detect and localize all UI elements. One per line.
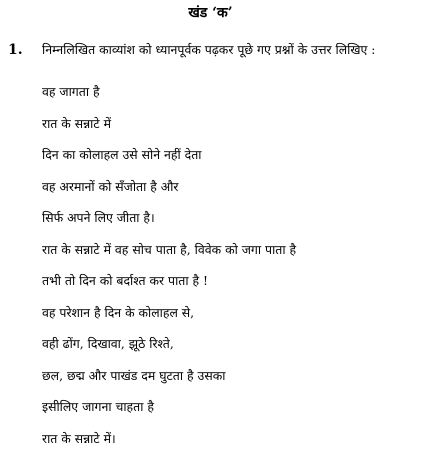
poem-line: रात के सन्नाटे में वह सोच पाता है, विवेक को जगा पाता है [42, 241, 297, 257]
poem-line: दिन का कोलाहल उसे सोने नहीं देता [42, 147, 202, 162]
question-instruction: निम्नलिखित काव्यांश को ध्यानपूर्वक पढ़कर पूछे गए प्रश्नों के उत्तर लिखिए : [42, 42, 376, 57]
poem-passage [42, 83, 417, 461]
poem-line: रात के सन्नाटे में। [42, 430, 116, 446]
section-heading: खंड ‘क’ [188, 5, 233, 21]
poem-line: सिर्फ अपने लिए जीता है। [42, 210, 155, 225]
poem-line: वह जागता है [42, 84, 100, 99]
poem-line: वही ढोंग, दिखावा, झूठे रिश्ते, [42, 336, 174, 351]
poem-line: छल, छद्म और पाखंड दम घुटता है उसका [42, 367, 226, 383]
poem-line: तभी तो दिन को बर्दाश्त कर पाता है ! [42, 273, 209, 288]
question-number: 1. [8, 42, 23, 58]
poem-line: वह अरमानों को सँजोता है और [42, 178, 179, 194]
poem-line: रात के सन्नाटे में [42, 115, 111, 131]
poem-line: इसीलिए जागना चाहता है [42, 399, 154, 414]
poem-line: वह परेशान है दिन के कोलाहल से, [42, 304, 195, 320]
